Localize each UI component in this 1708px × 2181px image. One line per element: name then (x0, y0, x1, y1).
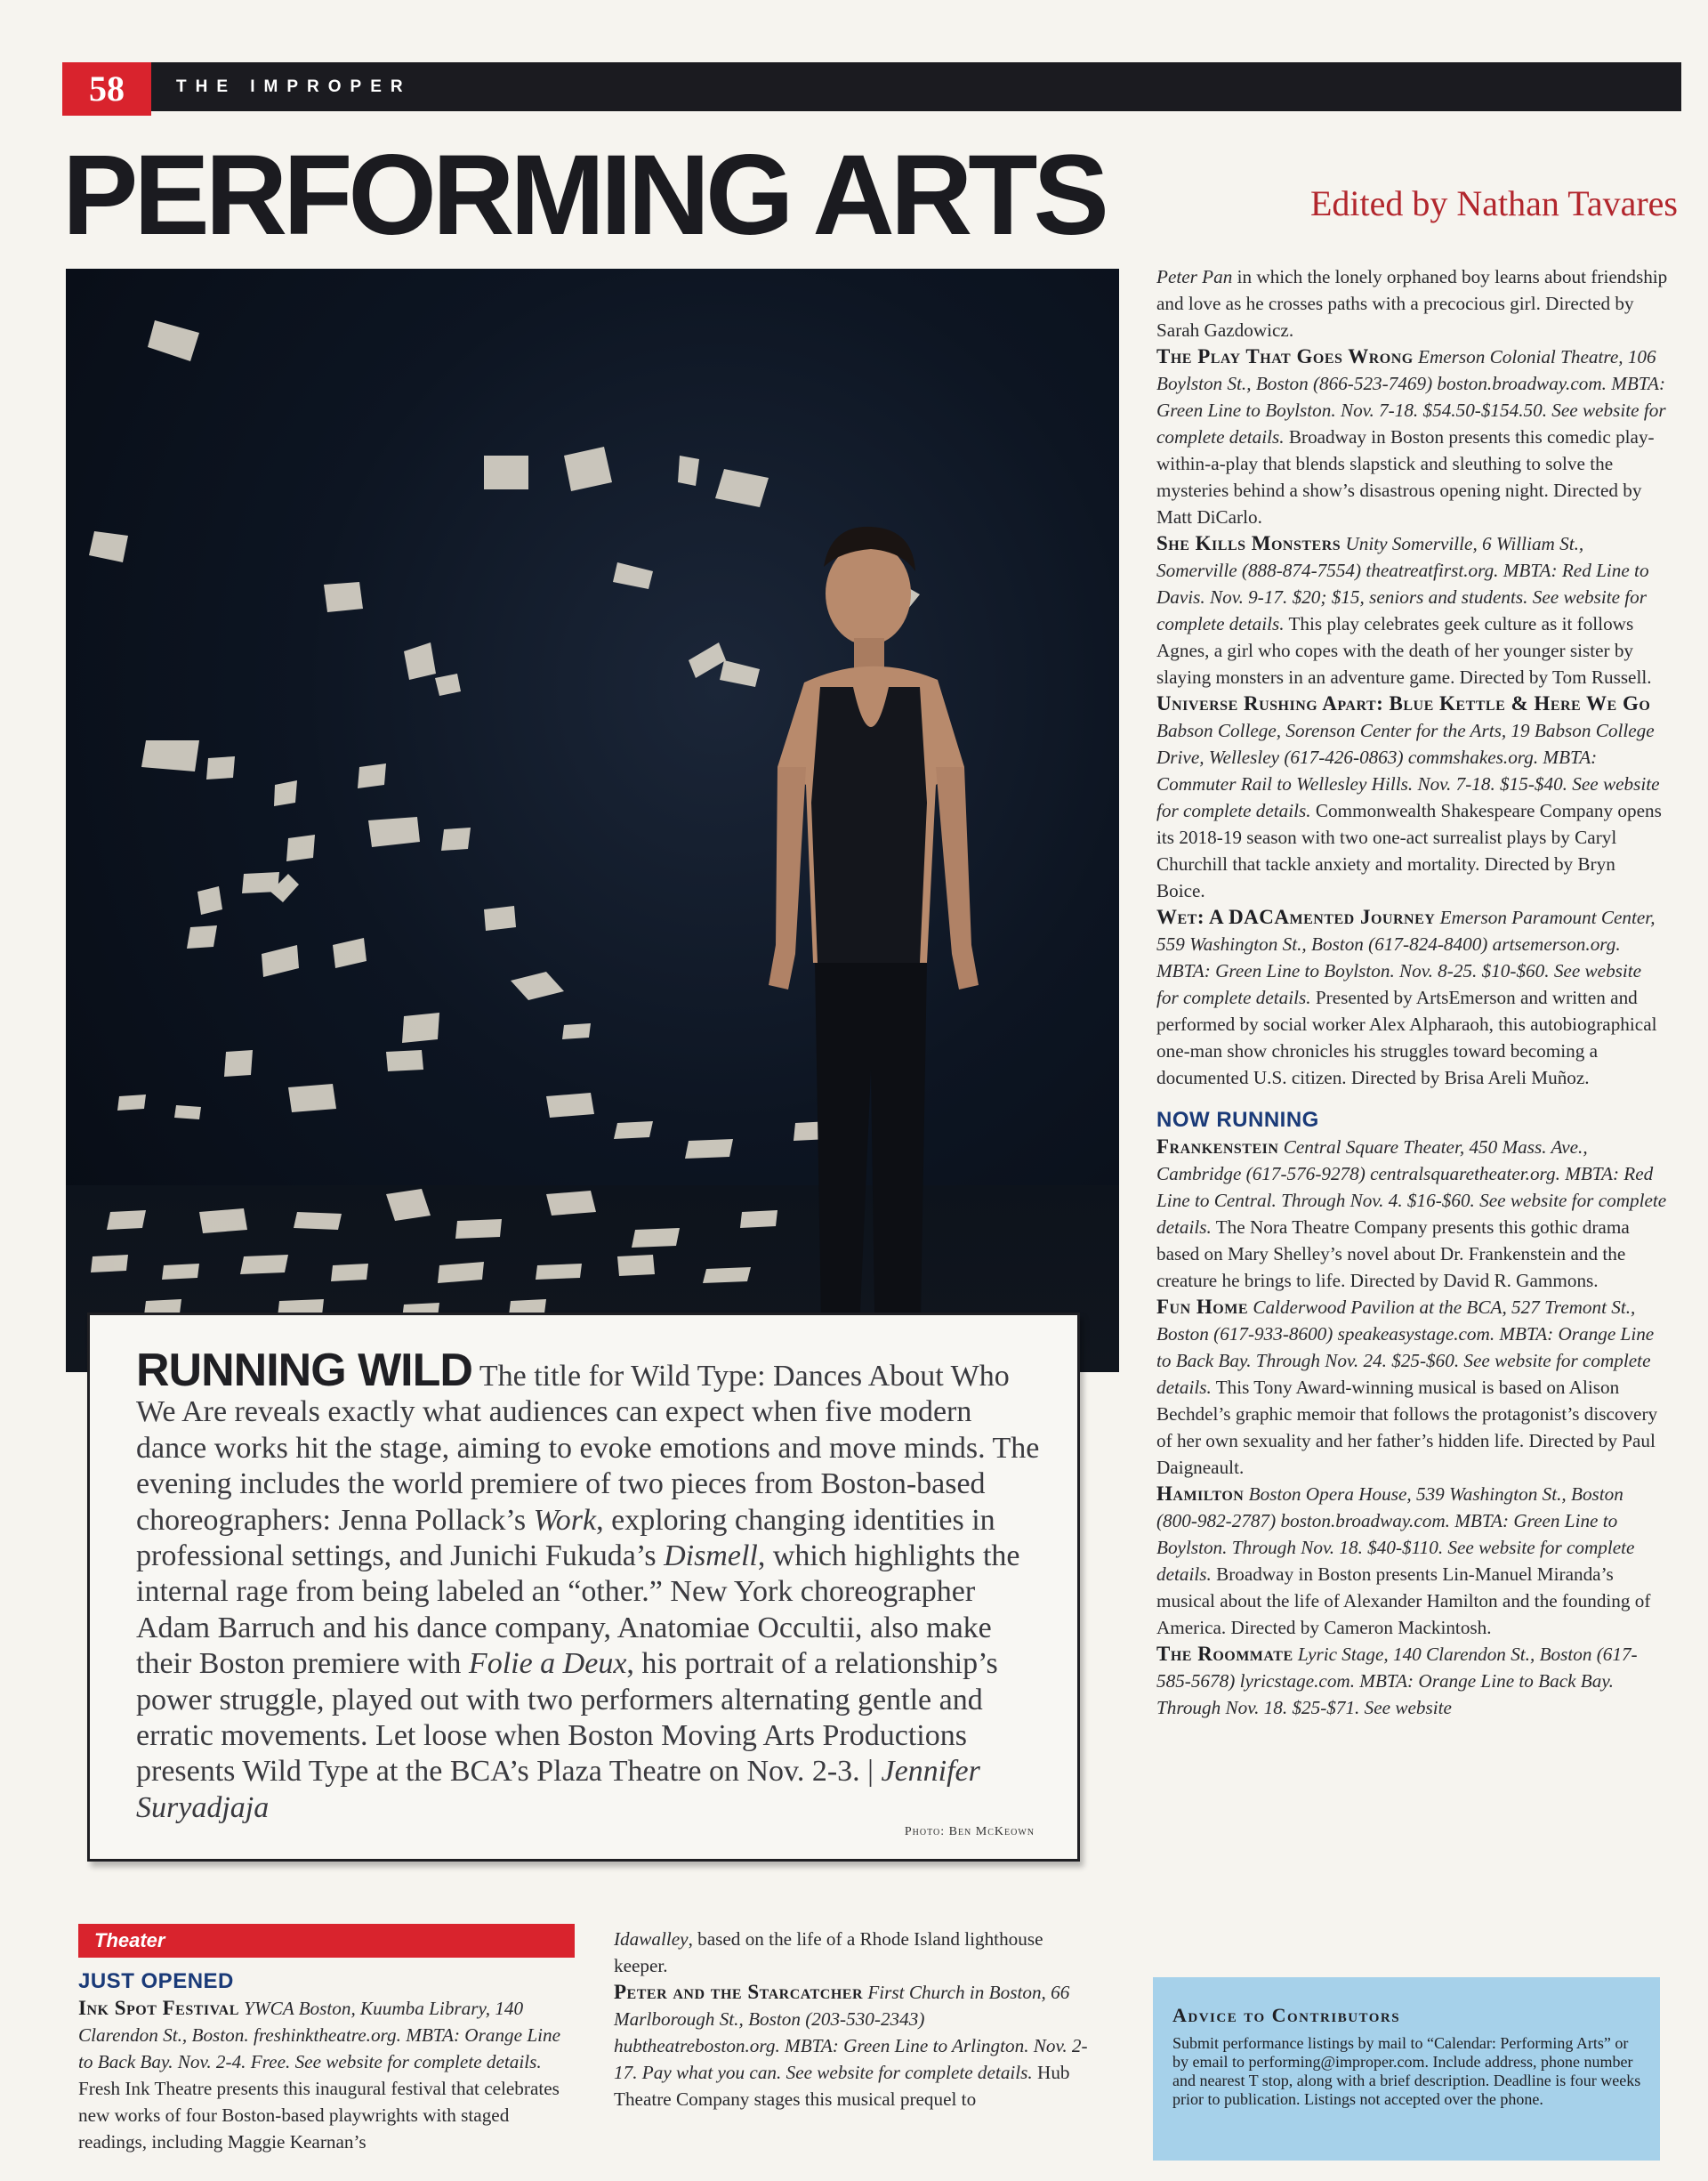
listing-desc: This Tony Award-winning musical is based on Alison Bechdel’s graphic memoir that follows the protagonist’s discovery of her own sexuality and her father’s hidden life. Directed by Paul Daigneault. (1156, 1377, 1658, 1478)
listing-title: Universe Rushing Apart: Blue Kettle & Here We Go (1156, 692, 1651, 715)
listing-universe-rushing-apart (1156, 691, 1668, 904)
listing-details: Boston Opera House, 539 Washington St., Boston (800-982-2787) boston.broadway.com. MBTA: Green Line to Boylston. Through Nov. 18. $40-$110. See website for complete details. (1156, 1483, 1635, 1585)
listing-title: The Roommate (1156, 1643, 1293, 1665)
listing-desc: This play celebrates geek culture as it follows Agnes, a girl who copes with the death of her younger sister by slaying monsters in an adventure game. Directed by Tom Russell. (1156, 613, 1652, 688)
advice-title: Advice to Contributors (1172, 2004, 1401, 2026)
listing-details: Central Square Theater, 450 Mass. Ave., Cambridge (617-576-9278) centralsquaretheater.org. MBTA: Red Line to Central. Through Nov. 4. $16-$60. See website for complete details. (1156, 1136, 1667, 1238)
listing-hamilton (1156, 1481, 1668, 1641)
listing-column-3 (1156, 263, 1668, 1721)
listing-work: Peter Pan (1156, 266, 1233, 287)
listing-details: First Church in Boston, 66 Marlborough St., Boston (203-530-2343) hubtheatreboston.org. MBTA: Green Line to Arlington. Nov. 2-17. Pay what you can. See website for complete details. (614, 1982, 1088, 2083)
listing-desc-cont: , based on the life of a Rhode Island lighthouse keeper. (614, 1928, 1043, 1976)
listing-title: Peter and the Starcatcher (614, 1981, 864, 2003)
listing-desc-cont: in which the lonely orphaned boy learns about friendship and love as he crosses paths with a precocious girl. Directed by Sarah Gazdowicz. (1156, 266, 1668, 341)
feature-text (136, 1345, 1043, 1826)
magazine-name: THE IMPROPER (176, 77, 412, 96)
just-opened-subhead: JUST OPENED (78, 1969, 234, 1993)
theater-section-label: Theater (78, 1924, 575, 1958)
photo-credit: Photo: Ben McKeown (904, 1825, 1035, 1838)
listing-column-2 (614, 1926, 1094, 2112)
listing-play-that-goes-wrong (1156, 343, 1668, 530)
advice-box (1153, 1977, 1660, 2161)
listing-ink-spot (78, 1995, 576, 2155)
listing-work: Idawalley (614, 1928, 689, 1950)
listing-title: Wet: A DACAmented Journey (1156, 906, 1436, 928)
listing-desc: Presented by ArtsEmerson and written and performed by social worker Alex Alpharaoh, this autobiographical one-man show chronicles his struggles toward becoming a documented U.S. citizen. Directed by Brisa Areli Muñoz. (1156, 987, 1657, 1088)
listing-title: She Kills Monsters (1156, 532, 1341, 554)
feature-callout (87, 1313, 1080, 1862)
page-number: 58 (62, 62, 151, 116)
feature-work-2: Dismell (664, 1539, 758, 1573)
listing-desc: Commonwealth Shakespeare Company opens its 2018-19 season with two one-act surrealist plays by Caryl Churchill that tackle anxiety and mortality. Directed by Bryn Boice. (1156, 800, 1662, 901)
dancer-illustration (66, 269, 1119, 1372)
listing-title: Hamilton (1156, 1482, 1245, 1505)
listing-details: YWCA Boston, Kuumba Library, 140 Clarendon St., Boston. freshinktheatre.org. MBTA: Orange Line to Back Bay. Nov. 2-4. Free. See website for complete details. (78, 1998, 560, 2072)
section-title: PERFORMING ARTS (62, 132, 1105, 259)
listing-details: Lyric Stage, 140 Clarendon St., Boston (617-585-5678) lyricstage.com. MBTA: Orange Line to Back Bay. Through Nov. 18. $25-$71. See website (1156, 1644, 1638, 1718)
listing-title: Frankenstein (1156, 1135, 1279, 1158)
dancer-photo (66, 269, 1119, 1372)
listing-details: Emerson Colonial Theatre, 106 Boylston St., Boston (866-523-7469) boston.broadway.com. MBTA: Green Line to Boylston. Nov. 7-18. $54.50-$154.50. See website for complete details. (1156, 346, 1666, 448)
feature-work-1: Work (533, 1503, 597, 1537)
listing-desc: Fresh Ink Theatre presents this inaugural festival that celebrates new works of four Boston-based playwrights with staged readings, including Maggie Kearnan’s (78, 2078, 560, 2153)
listing-desc: Broadway in Boston presents this comedic play-within-a-play that blends slapstick and sleuthing to solve the mysteries behind a show’s disastrous opening night. Directed by Matt DiCarlo. (1156, 426, 1655, 528)
feature-work-3: Folie a Deux (468, 1647, 627, 1681)
listing-ink-spot-cont (614, 1926, 1094, 1979)
listing-title: The Play That Goes Wrong (1156, 345, 1414, 368)
listing-details: Babson College, Sorenson Center for the Arts, 19 Babson College Drive, Wellesley (617-426-0863) commshakes.org. MBTA: Commuter Rail to Wellesley Hills. Nov. 7-18. $15-$40. See website for complete details. (1156, 720, 1660, 821)
listing-peter (614, 1979, 1094, 2112)
listing-desc: Broadway in Boston presents Lin-Manuel Miranda’s musical about the life of Alexander Hamilton and the founding of America. Directed by Cameron Mackintosh. (1156, 1563, 1651, 1638)
listing-the-roommate (1156, 1641, 1668, 1721)
advice-body: Submit performance listings by mail to “Calendar: Performing Arts” or by email to performing@improper.com. Include address, phone number and nearest T stop, along with a brief description. Deadline is four weeks prior to publication. Listings not accepted over the phone. (1172, 2034, 1641, 2108)
feature-author: Jennifer Suryadjaja (136, 1755, 980, 1824)
listing-wet (1156, 904, 1668, 1091)
listing-frankenstein (1156, 1134, 1668, 1294)
feature-body-b: , exploring changing identities in professional settings, and Junichi Fukuda’s (136, 1503, 995, 1573)
listing-title: Ink Spot Festival (78, 1997, 239, 2019)
listing-desc: Hub Theatre Company stages this musical prequel to (614, 2062, 1070, 2110)
listing-details: Emerson Paramount Center, 559 Washington St., Boston (617-824-8400) artsemerson.org. MBTA: Green Line to Boylston. Nov. 8-25. $10-$60. See website for complete details. (1156, 907, 1656, 1008)
editor-credit: Edited by Nathan Tavares (1310, 183, 1678, 223)
feature-headline: RUNNING WILD (136, 1345, 472, 1396)
listing-column-1 (78, 1968, 576, 2155)
listing-desc: The Nora Theatre Company presents this gothic drama based on Mary Shelley’s novel about Dr. Frankenstein and the creature he brings to life. Directed by David R. Gammons. (1156, 1216, 1630, 1291)
feature-body-c: , which highlights the internal rage from being labeled an “other.” New York choreographer Adam Barruch and his dance company, Anatomiae Occultii, also make their Boston premiere with (136, 1539, 1020, 1681)
feature-body-d: , his portrait of a relationship’s power struggle, played out with two performers alternating gentle and erratic movements. Let loose when Boston Moving Arts Productions presents Wild Type at the BCA’s Plaza Theatre on Nov. 2-3. | (136, 1647, 998, 1789)
listing-title: Fun Home (1156, 1296, 1249, 1318)
listing-peter-cont (1156, 263, 1668, 343)
feature-body-a: The title for Wild Type: Dances About Who We Are reveals exactly what audiences can expect when five modern dance works hit the stage, aiming to evoke emotions and move minds. The evening includes the world premiere of two pieces from Boston-based choreographers: Jenna Pollack’s (136, 1360, 1040, 1537)
listing-details: Calderwood Pavilion at the BCA, 527 Tremont St., Boston (617-933-8600) speakeasystage.com. MBTA: Orange Line to Back Bay. Through Nov. 24. $25-$60. See website for complete details. (1156, 1296, 1655, 1398)
now-running-subhead: NOW RUNNING (1156, 1108, 1319, 1132)
listing-she-kills-monsters (1156, 530, 1668, 691)
listing-details: Unity Somerville, 6 William St., Somerville (888-874-7554) theatreatfirst.org. MBTA: Red Line to Davis. Nov. 9-17. $20; $15, seniors and students. See website for complete details. (1156, 533, 1649, 634)
dancer-figure (769, 527, 979, 1372)
listing-fun-home (1156, 1294, 1668, 1481)
